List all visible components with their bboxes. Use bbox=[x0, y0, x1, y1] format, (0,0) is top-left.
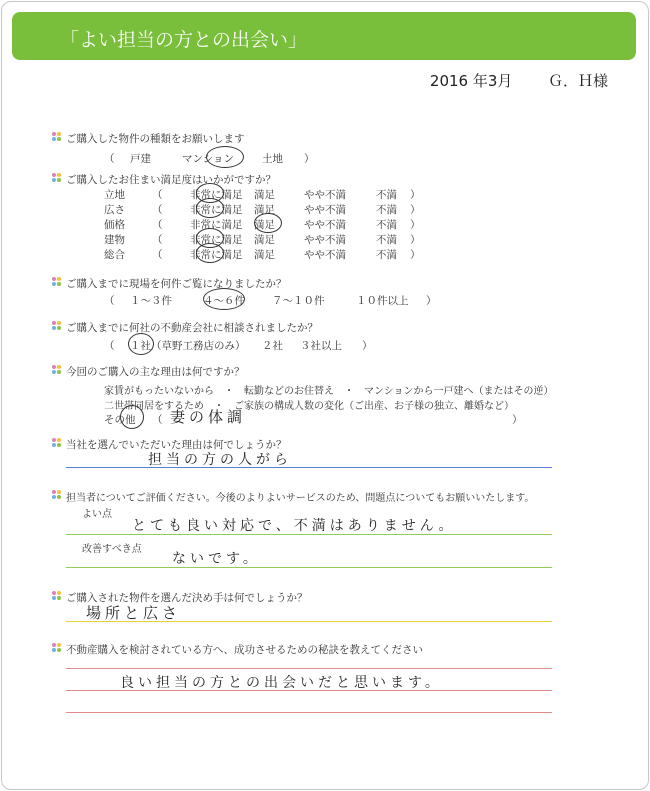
satisfaction-row-label: 立地 bbox=[104, 189, 125, 201]
answer-circle bbox=[203, 288, 245, 310]
title-banner bbox=[12, 12, 636, 60]
question-9: 不動産購入を検討されている方へ、成功させるための秘訣を教えてください bbox=[66, 642, 423, 657]
satisfaction-option: 不満 bbox=[376, 219, 397, 231]
bullet-icon bbox=[52, 591, 62, 601]
page-title: 「よい担当の方との出会い」 bbox=[60, 29, 308, 51]
bullet-icon bbox=[52, 365, 62, 375]
q7-improve-answer: ないです。 bbox=[172, 551, 261, 567]
satisfaction-row-label: 広さ bbox=[104, 204, 125, 216]
satisfaction-option: 満足 bbox=[254, 249, 275, 261]
answer-line bbox=[66, 621, 552, 622]
answer-line bbox=[66, 712, 552, 713]
paren-open: （ bbox=[152, 249, 163, 261]
satisfaction-option: 満足 bbox=[254, 234, 275, 246]
q5-paren-open: （ bbox=[152, 414, 163, 426]
customer-name: Ｇ．Ｈ様 bbox=[547, 72, 608, 90]
answer-circle bbox=[196, 198, 224, 218]
question-8: ご購入された物件を選んだ決め手は何でしょうか？ bbox=[66, 590, 308, 605]
q6-answer: 担当の方の人がら bbox=[148, 452, 292, 468]
answer-line bbox=[66, 534, 552, 535]
survey-date: 2016 年3月 bbox=[429, 72, 513, 90]
question-6: 当社を選んでいただいた理由は何でしょうか？ bbox=[66, 437, 287, 452]
paren-open: （ bbox=[152, 189, 163, 201]
answer-line bbox=[66, 567, 552, 568]
q1-paren-close: ） bbox=[304, 153, 315, 165]
q3-option-3: ７～１０件 bbox=[272, 295, 325, 307]
satisfaction-option: やや不満 bbox=[304, 219, 346, 231]
paren-close: ） bbox=[410, 219, 421, 231]
answer-line bbox=[66, 668, 552, 669]
satisfaction-row-label: 建物 bbox=[104, 234, 125, 246]
paren-close: ） bbox=[410, 249, 421, 261]
satisfaction-option: 不満 bbox=[376, 249, 397, 261]
bullet-icon bbox=[52, 277, 62, 287]
bullet-icon bbox=[52, 643, 62, 653]
paren-close: ） bbox=[410, 189, 421, 201]
q7-good-answer: とても良い対応で、不満はありません。 bbox=[132, 518, 457, 534]
q8-answer: 場所と広さ bbox=[86, 604, 182, 622]
q3-option-2: ４～６件 bbox=[203, 295, 245, 307]
bullet-icon bbox=[52, 490, 62, 500]
answer-line bbox=[66, 467, 552, 468]
answer-circle bbox=[254, 213, 282, 233]
bullet-icon bbox=[52, 321, 62, 331]
satisfaction-option: 非常に満足 bbox=[190, 189, 243, 201]
answer-circle bbox=[196, 243, 224, 263]
satisfaction-option: やや不満 bbox=[304, 249, 346, 261]
answer-line bbox=[66, 690, 552, 691]
q4-option-1: １社（草野工務店のみ） bbox=[130, 340, 246, 352]
q3-paren-close: ） bbox=[426, 295, 437, 307]
question-7: 担当者についてご評価ください。今後のよりよいサービスのため、問題点についてもお願いいたします。 bbox=[66, 489, 534, 504]
satisfaction-option: 満足 bbox=[254, 204, 275, 216]
satisfaction-option: 満足 bbox=[254, 189, 275, 201]
q3-option-4: １０件以上 bbox=[356, 295, 409, 307]
q5-other-label: その他 bbox=[104, 414, 136, 426]
satisfaction-option: 満足 bbox=[254, 219, 275, 231]
satisfaction-row-label: 総合 bbox=[104, 249, 125, 261]
q7-good-label: よい点 bbox=[82, 509, 112, 520]
bullet-icon bbox=[52, 173, 62, 183]
paren-close: ） bbox=[410, 204, 421, 216]
satisfaction-option: やや不満 bbox=[304, 234, 346, 246]
question-3: ご購入までに現場を何件ご覧になりましたか？ bbox=[66, 276, 287, 291]
q5-reasons-line-2: 二世帯同居をするため ・ ご家族の構成人数の変化（ご出産、お子様の独立、離婚など） bbox=[104, 401, 514, 412]
paren-close: ） bbox=[410, 234, 421, 246]
answer-circle bbox=[120, 405, 144, 429]
q5-reasons-line-1: 家賃がもったいないから ・ 転勤などのお住替え ・ マンションから一戸建へ（またはその逆） bbox=[104, 386, 554, 397]
q4-option-3: ３社以上 bbox=[300, 340, 342, 352]
bullet-icon bbox=[52, 132, 62, 142]
answer-circle bbox=[128, 333, 154, 355]
satisfaction-option: 非常に満足 bbox=[190, 219, 243, 231]
question-2: ご購入したお住まい満足度はいかがですか？ bbox=[66, 172, 276, 187]
q1-option-land: 土地 bbox=[262, 153, 283, 165]
satisfaction-option: 不満 bbox=[376, 204, 397, 216]
paren-open: （ bbox=[152, 219, 163, 231]
date-line bbox=[430, 70, 608, 91]
q3-option-1: １～３件 bbox=[130, 295, 172, 307]
question-4: ご購入までに何社の不動産会社に相談されましたか？ bbox=[66, 320, 318, 335]
question-1: ご購入した物件の種類をお願いします bbox=[66, 131, 245, 146]
question-5: 今回のご購入の主な理由は何ですか？ bbox=[66, 364, 245, 379]
q5-paren-close: ） bbox=[512, 414, 523, 426]
satisfaction-option: 非常に満足 bbox=[190, 204, 243, 216]
q4-paren-open: （ bbox=[104, 340, 115, 352]
q1-option-house: 戸建 bbox=[130, 153, 151, 165]
answer-circle bbox=[206, 146, 244, 168]
q3-paren-open: （ bbox=[104, 295, 115, 307]
q1-option-mansion: マンション bbox=[182, 153, 235, 165]
satisfaction-option: やや不満 bbox=[304, 189, 346, 201]
satisfaction-option: やや不満 bbox=[304, 204, 346, 216]
satisfaction-option: 不満 bbox=[376, 189, 397, 201]
paren-open: （ bbox=[152, 234, 163, 246]
paren-open: （ bbox=[152, 204, 163, 216]
q4-option-2: ２社 bbox=[262, 340, 283, 352]
bullet-icon bbox=[52, 438, 62, 448]
q9-answer: 良い担当の方との出会いだと思います。 bbox=[120, 675, 443, 691]
q4-paren-close: ） bbox=[362, 340, 373, 352]
satisfaction-option: 非常に満足 bbox=[190, 249, 243, 261]
satisfaction-option: 不満 bbox=[376, 234, 397, 246]
q1-paren-open: （ bbox=[104, 153, 115, 165]
q5-other-answer: 妻の体調 bbox=[170, 408, 247, 426]
satisfaction-row-label: 価格 bbox=[104, 219, 125, 231]
satisfaction-option: 非常に満足 bbox=[190, 234, 243, 246]
q7-improve-label: 改善すべき点 bbox=[82, 544, 142, 555]
